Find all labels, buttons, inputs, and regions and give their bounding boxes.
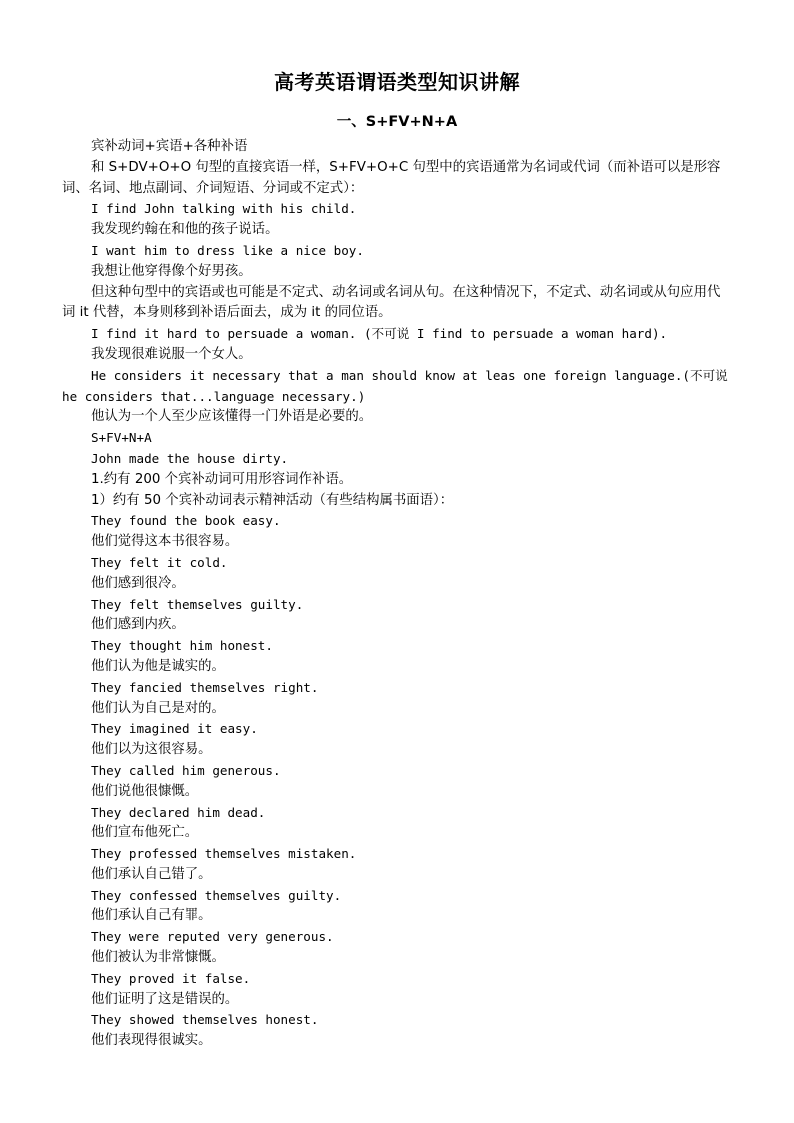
example-sentence: He considers it necessary that a man should know at leas one foreign language.(不可说 he considers that...language necessary.) xyxy=(62,367,736,404)
example-sentence: They proved it false. xyxy=(91,970,251,986)
example-sentence: They confessed themselves guilty. xyxy=(91,887,342,903)
text-paragraph: 他们承认自己有罪。 xyxy=(91,908,212,924)
text-paragraph: 他们以为这很容易。 xyxy=(91,742,212,758)
example-sentence: They felt themselves guilty. xyxy=(91,596,304,612)
example-sentence: They called him generous. xyxy=(91,762,281,778)
page-title: 高考英语谓语类型知识讲解 xyxy=(274,70,520,94)
text-paragraph: 但这种句型中的宾语或也可能是不定式、动名词或名词从句。在这种情况下，不定式、动名词或从句应用代词 it 代替，本身则移到补语后面去，成为 it 的同位语。 xyxy=(62,284,721,321)
text-paragraph: 他们认为他是诚实的。 xyxy=(91,658,225,674)
text-paragraph: 他们宣布他死亡。 xyxy=(91,825,199,841)
example-sentence: They found the book easy. xyxy=(91,513,281,529)
section-heading: 一、S+FV+N+A xyxy=(336,114,458,130)
example-sentence: They fancied themselves right. xyxy=(91,679,319,695)
example-sentence: They thought him honest. xyxy=(91,638,273,654)
example-sentence: They felt it cold. xyxy=(91,554,228,570)
example-sentence: I find it hard to persuade a woman. (不可说 I find to persuade a woman hard). xyxy=(91,326,668,342)
text-paragraph: 他们被认为非常慷慨。 xyxy=(91,950,225,966)
example-sentence: I want him to dress like a nice boy. xyxy=(91,242,364,258)
text-paragraph: 和 S+DV+O+O 句型的直接宾语一样，S+FV+O+C 句型中的宾语通常为名词或代词（而补语可以是形容词、名词、地点副词、介词短语、分词或不定式）： xyxy=(62,159,721,196)
text-paragraph: 他们觉得这本书很容易。 xyxy=(91,534,239,550)
text-paragraph: 我发现很难说服一个女人。 xyxy=(91,346,252,362)
example-sentence: I find John talking with his child. xyxy=(91,201,357,217)
text-paragraph: 宾补动词+宾语+各种补语 xyxy=(91,139,248,154)
text-paragraph: 我想让他穿得像个好男孩。 xyxy=(91,263,252,279)
text-paragraph: 他们证明了这是错误的。 xyxy=(91,991,239,1007)
example-sentence: They were reputed very generous. xyxy=(91,929,334,945)
example-sentence: They imagined it easy. xyxy=(91,721,258,737)
text-paragraph: 我发现约翰在和他的孩子说话。 xyxy=(91,222,279,238)
text-paragraph: 他们认为自己是对的。 xyxy=(91,700,225,716)
text-paragraph: 他们说他很慷慨。 xyxy=(91,783,199,799)
example-sentence: They showed themselves honest. xyxy=(91,1012,319,1028)
text-paragraph: 1）约有 50 个宾补动词表示精神活动（有些结构属书面语）： xyxy=(91,492,454,508)
example-sentence: They declared him dead. xyxy=(91,804,266,820)
text-paragraph: 1.约有 200 个宾补动词可用形容词作补语。 xyxy=(91,471,353,487)
text-paragraph: 他们感到很冷。 xyxy=(91,575,185,591)
example-sentence: John made the house dirty. xyxy=(91,450,289,466)
text-paragraph: 他认为一个人至少应该懂得一门外语是必要的。 xyxy=(91,409,373,425)
text-paragraph: 他们感到内疚。 xyxy=(91,617,185,633)
document-body xyxy=(62,137,736,1052)
example-sentence: They professed themselves mistaken. xyxy=(91,846,357,862)
text-paragraph: 他们表现得很诚实。 xyxy=(91,1033,212,1049)
text-paragraph: 他们承认自己错了。 xyxy=(91,866,212,882)
example-sentence: S+FV+N+A xyxy=(91,430,152,446)
